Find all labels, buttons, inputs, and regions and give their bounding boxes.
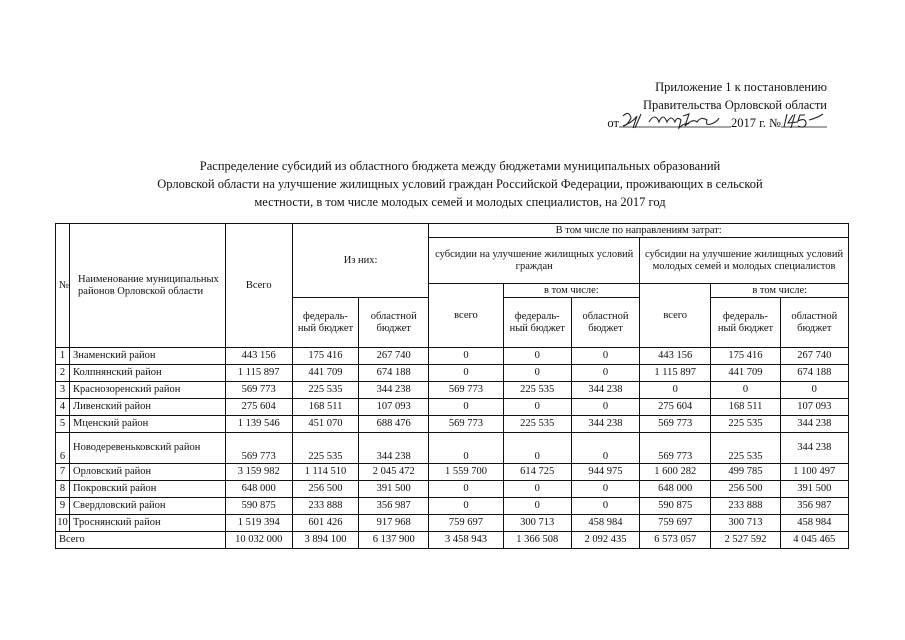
row-total: 590 875 <box>225 498 292 515</box>
table-row <box>56 481 849 498</box>
row-federal: 168 511 <box>292 399 358 416</box>
row-citizens-federal: 0 <box>503 348 571 365</box>
row-num: 2 <box>56 365 70 382</box>
row-young-regional: 344 238 <box>780 416 848 433</box>
row-young-federal: 168 511 <box>711 399 780 416</box>
header-including-citizens: в том числе: <box>503 284 640 298</box>
row-young-federal: 300 713 <box>711 515 780 532</box>
header-including-young: в том числе: <box>711 284 849 298</box>
title-line-1: Распределение субсидий из областного бюджета между бюджетами муниципальных образований <box>199 159 721 173</box>
header-line-government: Правительства Орловской области <box>642 98 827 112</box>
row-total: 648 000 <box>225 481 292 498</box>
row-young-total: 1 115 897 <box>640 365 711 382</box>
row-citizens-total: 0 <box>429 399 503 416</box>
row-citizens-regional: 344 238 <box>571 416 639 433</box>
row-citizens-federal: 614 725 <box>503 464 571 481</box>
totals-federal: 3 894 100 <box>292 532 358 549</box>
row-young-federal: 175 416 <box>711 348 780 365</box>
row-citizens-regional: 0 <box>571 481 639 498</box>
row-citizens-regional: 0 <box>571 433 639 464</box>
row-num: 6 <box>56 433 70 464</box>
row-regional: 2 045 472 <box>359 464 429 481</box>
row-citizens-total: 0 <box>429 498 503 515</box>
row-num: 3 <box>56 382 70 399</box>
row-young-federal: 256 500 <box>711 481 780 498</box>
row-num: 5 <box>56 416 70 433</box>
row-citizens-regional: 0 <box>571 399 639 416</box>
row-total: 3 159 982 <box>225 464 292 481</box>
row-young-federal: 441 709 <box>711 365 780 382</box>
table-row <box>56 399 849 416</box>
row-district: Мценский район <box>70 416 226 433</box>
row-regional: 344 238 <box>359 433 429 464</box>
table-row <box>56 382 849 399</box>
row-citizens-federal: 0 <box>503 481 571 498</box>
totals-young-total: 6 573 057 <box>640 532 711 549</box>
table-row <box>56 464 849 481</box>
row-num: 1 <box>56 348 70 365</box>
header-year-text: 2017 г. № <box>730 116 781 130</box>
row-citizens-federal: 0 <box>503 399 571 416</box>
row-young-regional: 458 984 <box>780 515 848 532</box>
header-total: Всего <box>225 224 292 348</box>
header-name: Наименование муниципальных районов Орловской области <box>70 224 226 348</box>
handwritten-number-signature <box>781 114 827 130</box>
row-regional: 688 476 <box>359 416 429 433</box>
row-num: 4 <box>56 399 70 416</box>
row-young-total: 569 773 <box>640 416 711 433</box>
row-federal: 601 426 <box>292 515 358 532</box>
row-young-total: 275 604 <box>640 399 711 416</box>
document-header <box>587 78 827 132</box>
row-citizens-total: 0 <box>429 481 503 498</box>
row-total: 569 773 <box>225 433 292 464</box>
table-row <box>56 365 849 382</box>
row-district: Новодеревеньковский район <box>70 433 226 464</box>
totals-citizens-total: 3 458 943 <box>429 532 503 549</box>
row-young-regional: 267 740 <box>780 348 848 365</box>
table-row <box>56 515 849 532</box>
header-federal-citizens: федераль-ный бюджет <box>503 298 571 348</box>
row-young-total: 569 773 <box>640 433 711 464</box>
row-citizens-regional: 344 238 <box>571 382 639 399</box>
row-citizens-federal: 225 535 <box>503 382 571 399</box>
header-total-young: всего <box>640 284 711 348</box>
row-citizens-federal: 0 <box>503 433 571 464</box>
row-young-total: 1 600 282 <box>640 464 711 481</box>
row-young-regional: 107 093 <box>780 399 848 416</box>
totals-young-regional: 4 045 465 <box>780 532 848 549</box>
row-citizens-regional: 0 <box>571 348 639 365</box>
row-citizens-regional: 458 984 <box>571 515 639 532</box>
row-citizens-total: 0 <box>429 365 503 382</box>
header-line-appendix: Приложение 1 к постановлению <box>655 80 827 94</box>
header-from-prefix: от <box>607 116 619 130</box>
header-of-them: Из них: <box>292 224 429 298</box>
row-citizens-total: 0 <box>429 348 503 365</box>
row-regional: 917 968 <box>359 515 429 532</box>
header-total-citizens: всего <box>429 284 503 348</box>
row-young-total: 0 <box>640 382 711 399</box>
row-citizens-regional: 0 <box>571 498 639 515</box>
row-total: 275 604 <box>225 399 292 416</box>
table-row <box>56 348 849 365</box>
totals-regional: 6 137 900 <box>359 532 429 549</box>
header-by-directions: В том числе по направлениям затрат: <box>429 224 849 238</box>
row-young-total: 590 875 <box>640 498 711 515</box>
row-federal: 225 535 <box>292 382 358 399</box>
row-district: Знаменский район <box>70 348 226 365</box>
row-citizens-federal: 225 535 <box>503 416 571 433</box>
row-young-federal: 225 535 <box>711 433 780 464</box>
totals-young-federal: 2 527 592 <box>711 532 780 549</box>
row-young-regional: 1 100 497 <box>780 464 848 481</box>
header-line-date <box>587 114 827 132</box>
row-district: Покровский район <box>70 481 226 498</box>
row-citizens-regional: 0 <box>571 365 639 382</box>
row-num: 9 <box>56 498 70 515</box>
row-young-federal: 225 535 <box>711 416 780 433</box>
totals-total: 10 032 000 <box>225 532 292 549</box>
header-regional: областной бюджет <box>359 298 429 348</box>
row-young-total: 443 156 <box>640 348 711 365</box>
header-subsidies-young: субсидии на улучшение жилищных условий молодых семей и молодых специалистов <box>640 238 849 284</box>
totals-citizens-federal: 1 366 508 <box>503 532 571 549</box>
row-young-federal: 233 888 <box>711 498 780 515</box>
row-young-federal: 499 785 <box>711 464 780 481</box>
row-district: Краснозоренский район <box>70 382 226 399</box>
row-young-regional: 356 987 <box>780 498 848 515</box>
header-federal-young: федераль-ный бюджет <box>711 298 780 348</box>
row-federal: 256 500 <box>292 481 358 498</box>
row-citizens-total: 569 773 <box>429 416 503 433</box>
row-citizens-federal: 300 713 <box>503 515 571 532</box>
row-regional: 344 238 <box>359 382 429 399</box>
row-citizens-total: 0 <box>429 433 503 464</box>
row-federal: 175 416 <box>292 348 358 365</box>
title-line-3: местности, в том числе молодых семей и молодых специалистов, на 2017 год <box>254 195 666 209</box>
header-regional-citizens: областной бюджет <box>571 298 639 348</box>
row-federal: 225 535 <box>292 433 358 464</box>
row-young-total: 759 697 <box>640 515 711 532</box>
row-total: 569 773 <box>225 382 292 399</box>
row-num: 10 <box>56 515 70 532</box>
row-total: 443 156 <box>225 348 292 365</box>
row-total: 1 519 394 <box>225 515 292 532</box>
row-district: Ливенский район <box>70 399 226 416</box>
row-district: Свердловский район <box>70 498 226 515</box>
totals-citizens-regional: 2 092 435 <box>571 532 639 549</box>
document-title <box>80 157 840 211</box>
row-district: Троснянский район <box>70 515 226 532</box>
totals-label: Всего <box>56 532 226 549</box>
row-federal: 233 888 <box>292 498 358 515</box>
row-young-regional: 391 500 <box>780 481 848 498</box>
row-young-federal: 0 <box>711 382 780 399</box>
row-district: Колпнянский район <box>70 365 226 382</box>
header-federal: федераль-ный бюджет <box>292 298 358 348</box>
row-federal: 1 114 510 <box>292 464 358 481</box>
totals-row <box>56 532 849 549</box>
row-district: Орловский район <box>70 464 226 481</box>
table-row <box>56 498 849 515</box>
table-row <box>56 416 849 433</box>
row-num: 7 <box>56 464 70 481</box>
row-citizens-total: 759 697 <box>429 515 503 532</box>
row-citizens-total: 569 773 <box>429 382 503 399</box>
row-regional: 356 987 <box>359 498 429 515</box>
row-young-regional: 674 188 <box>780 365 848 382</box>
row-regional: 107 093 <box>359 399 429 416</box>
table-row <box>56 433 849 464</box>
row-young-regional: 0 <box>780 382 848 399</box>
row-regional: 267 740 <box>359 348 429 365</box>
header-num: № <box>56 224 70 348</box>
title-line-2: Орловской области на улучшение жилищных условий граждан Российской Федерации, проживающих в сельской <box>157 177 763 191</box>
row-citizens-federal: 0 <box>503 365 571 382</box>
row-federal: 451 070 <box>292 416 358 433</box>
row-young-total: 648 000 <box>640 481 711 498</box>
row-citizens-total: 1 559 700 <box>429 464 503 481</box>
header-subsidies-citizens: субсидии на улучшение жилищных условий граждан <box>429 238 640 284</box>
row-total: 1 139 546 <box>225 416 292 433</box>
header-regional-young: областной бюджет <box>780 298 848 348</box>
header-row-1 <box>56 224 849 238</box>
row-citizens-federal: 0 <box>503 498 571 515</box>
row-total: 1 115 897 <box>225 365 292 382</box>
row-citizens-regional: 944 975 <box>571 464 639 481</box>
row-num: 8 <box>56 481 70 498</box>
row-federal: 441 709 <box>292 365 358 382</box>
row-young-regional: 344 238 <box>780 433 848 464</box>
handwritten-date-signature <box>619 114 731 130</box>
row-regional: 391 500 <box>359 481 429 498</box>
subsidy-table <box>55 223 849 549</box>
row-regional: 674 188 <box>359 365 429 382</box>
